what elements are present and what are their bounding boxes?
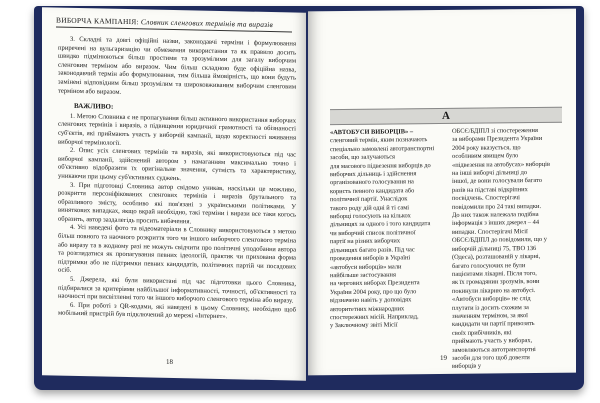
text-line: разів на підставі відкріпних [452, 185, 528, 194]
text-line: ОБСЄ/БДІПЛ до повідомили, що у [452, 236, 547, 245]
text-line: своїх прибічників, які [452, 329, 512, 337]
text-line: політичної партії. Унаслідок [330, 195, 408, 204]
text-line: виборці голосують на кількох [330, 212, 411, 221]
text-line: виборчій дільниці 75, ТВО 136 [452, 244, 537, 253]
text-line: кандидати чи партії привозять [452, 320, 535, 329]
intro-paragraph: 3. Складні та довгі офіційні назви, законодавчі терміни і формулювання приречені на вульгаризацію чи обмеження використання та як правило досить швидко підмінюються більш простими та зрозумілими для загалу виборчим сленговим терміном або виразом. Чим більш складною буде офіційна назва, законодавчий термін або формулювання, тим більша ймовірність, що вони будуть замінені відповідним більш зрозумілим та широковживаним виборчим сленговим терміном або виразом. [58, 35, 296, 96]
text-line: іншої, де вони голосували багато [452, 177, 542, 186]
text-line: замовляються автотранспортні [452, 345, 536, 354]
list-item: 6. При роботі з QR-кодами, які наведені в цьому Словнику, необхідно щоб мобільний пристрій був підключений до мережі «Інтернет». [58, 301, 296, 321]
text-line: найбільше застосування [330, 271, 396, 280]
text-line: користь певного кандидата або [330, 187, 415, 196]
text-line: виборців у [452, 362, 482, 371]
text-line: приймають участь у виборах, [452, 337, 533, 346]
left-page-body [58, 36, 296, 324]
text-line: спостережних місій. Наприклад, [330, 313, 419, 322]
text-line: До них також належала подібна [452, 211, 539, 219]
text-line: спеціально замовлені автотранспортні [330, 144, 435, 153]
list-item: 2. Опис усіх сленгових термінів та виразів, які використовуються під час виборчої кампанії, здійснений автором з намаганням максимально точно і об'єктивно відобразити їх оригінальне значення, сутність та характеристику, уникаючи при цьому суб'єктивних суджень. [58, 146, 296, 183]
text-line: авторитетних міжнародних [330, 304, 405, 313]
text-line: відзначено навіть у доповідях [330, 296, 412, 305]
list-item: 5. Джерела, які були використані під час підготовки цього Словника, підбиралися за критеріями найбільшої інформативності, точності, об'єктивності та наочності при висвітленні того чи іншого виборчого сленгового терміна або виразу. [58, 275, 296, 305]
text-line: посвідчень. Спостерігачі [452, 194, 520, 203]
list-item: 1. Метою Словника є не пропагування більш активного використання виборчих сленгових термінів і виразів, а підвищення юридичної грамотності та обізнаності суб'єктів, які приймають участь у виборчій кампанії, щодо коректності вживання виборчої термінології. [58, 112, 296, 147]
running-header [56, 16, 292, 33]
text-line: як їх громадянин зрозумів, вони [452, 278, 540, 287]
text-line: дільницях багато разів. Під час [330, 245, 415, 254]
right-page [308, 9, 576, 376]
text-line: «Автобуси виборців» не слід [452, 295, 531, 304]
text-line: проведення виборів в Україні [330, 254, 411, 263]
list-item: 3. При підготовці Словника автор свідомо уникав, наскільки це можливо, розкриття персоніфікованих сленгових термінів і виразів брутального та образливого змісту, особливо які пов'язані з українськими політиками. У виняткових випадках, якщо вкрай необхідно, такі терміни і вирази все таки когось образить, автор заздалегідь просить вибачення. [58, 181, 296, 226]
text-line: на чергових виборах Президента [330, 279, 420, 288]
running-header-title: ВИБОРЧА КАМПАНІЯ: [56, 15, 139, 27]
text-line: виборчих дільниць і здійснення [330, 170, 417, 179]
text-line: партії на різних виборчих [330, 237, 401, 246]
column-left [330, 128, 444, 373]
text-line: ОБСЄ/БДІПЛ зі спостереження [452, 126, 538, 135]
text-line: засоби, що залучаються [330, 153, 395, 162]
open-book [34, 6, 584, 396]
text-line: випадки. Спостерігачі Місії [452, 227, 528, 236]
text-line: на інші виборчі дільниці до [452, 169, 528, 177]
text-line: інформація з інших джерел – 44 [452, 219, 540, 228]
text-line: «підвезення на автобусах» виборців [452, 160, 550, 169]
column-right [452, 127, 566, 372]
section-letter: А [330, 107, 562, 125]
section-heading: ВАЖЛИВО: [74, 102, 114, 111]
text-line: такого роду дій одні й ті самі [330, 204, 410, 212]
text-line: для масового підвезення виборців до [330, 161, 431, 170]
text-line: повідомили про 24 такі випадки. [452, 202, 542, 211]
left-page [42, 7, 306, 381]
dictionary-columns [330, 127, 566, 373]
dictionary-term: «АВТОБУСИ ВИБОРЦІВ» – [330, 128, 414, 137]
list-item: 4. Усі наведені фото та відеоматеріали в Словнику використовуються з метою більш повного та наочного розкриття того чи іншого виборчого сленгового терміна або виразу та в жодному разі не можуть свідчити про політичні уподобання автора та розглядатися як пропагування певних ідеологій, практик чи прихована форма підтримки або не підтримки певних кандидатів, політичних партій чи посадових осіб. [58, 224, 296, 275]
text-line: 2004 року вказується, що [452, 143, 521, 152]
text-line: плутати із досить схожим за [452, 303, 529, 312]
page-number: 18 [166, 357, 173, 366]
text-line: організованого голосування на [330, 178, 414, 187]
text-line: «автобуси виборців» мали [330, 262, 402, 271]
text-line: дільницях за одного і того кандидата [330, 220, 431, 229]
text-line: багато голосуючих не були [452, 261, 526, 270]
text-line: значенням терміном, за якої [452, 312, 528, 320]
text-line: сленговий термін, яким позначають [330, 136, 428, 145]
text-line: чи виборчий список політичної [330, 229, 416, 238]
text-line: засоби для того щоб довезти [452, 354, 530, 362]
text-line: покинули лікарню на автобусі. [452, 286, 536, 295]
text-line: (Одеса), розташованій у лікарні, [452, 253, 541, 261]
page-number: 19 [440, 353, 447, 363]
text-line: за виборами Президента України [452, 135, 543, 144]
text-line: пацієнтами лікарні. Після того, [452, 269, 537, 278]
text-line: України 2004 року, про що було [330, 287, 417, 296]
text-line: особливим явищем було [452, 152, 519, 161]
text-line: у Заключному звіті Місії [330, 321, 398, 330]
running-header-subtitle: Словник сленгових термінів та виразів [140, 17, 274, 30]
